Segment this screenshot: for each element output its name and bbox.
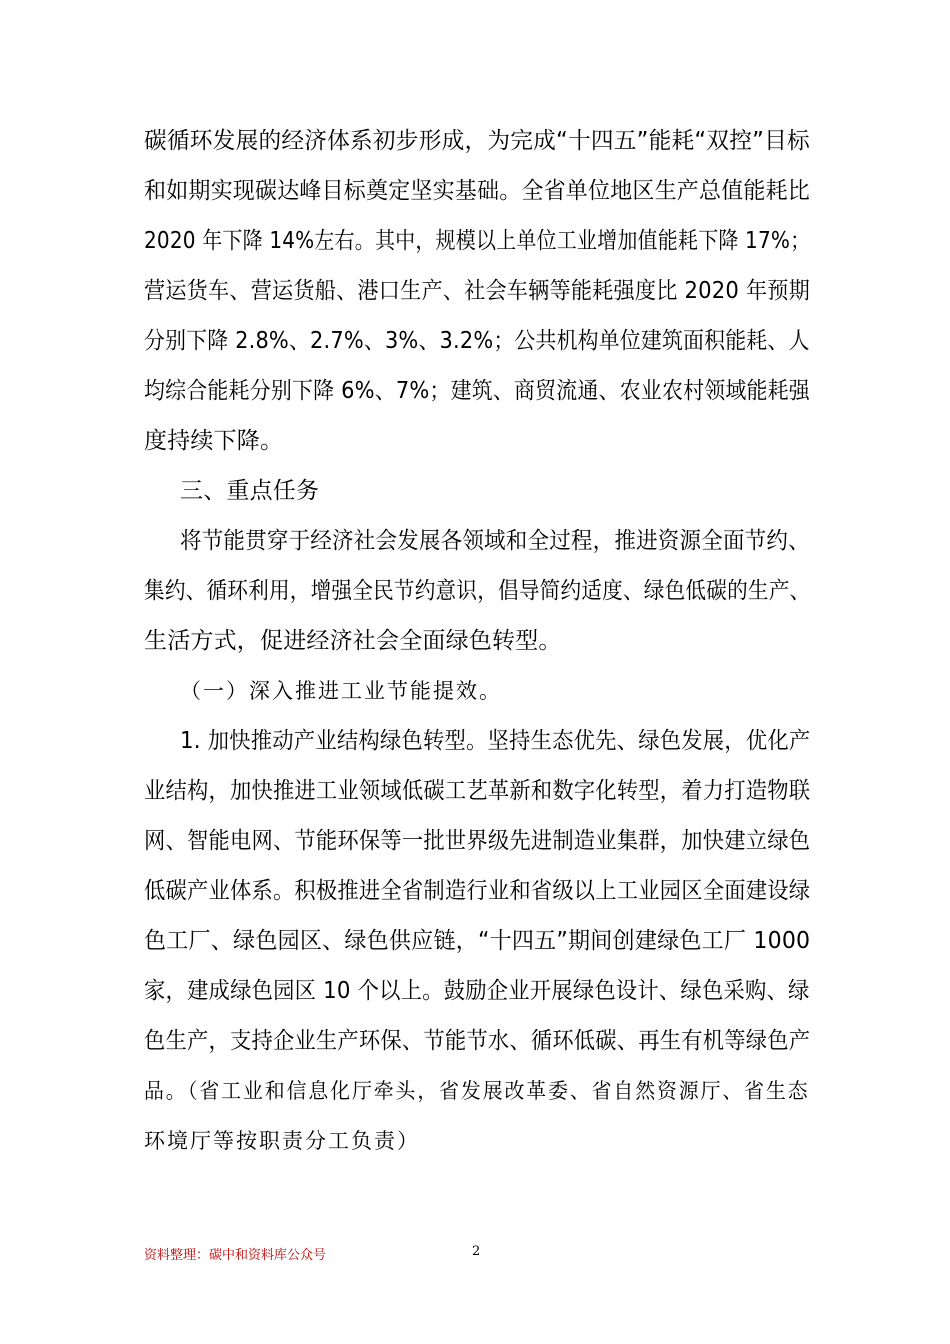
section-heading: 三、重点任务 bbox=[180, 478, 320, 504]
paragraph-line: 品。（省工业和信息化厅牵头，省发展改革委、省自然资源厅、省生态 bbox=[144, 1079, 810, 1103]
paragraph-line: 色工厂、绿色园区、绿色供应链，“十四五”期间创建绿色工厂 1000 bbox=[144, 928, 811, 954]
paragraph-line: 营运货车、营运货船、港口生产、社会车辆等能耗强度比 2020 年预期 bbox=[144, 278, 810, 304]
footer-source: 资料整理：碳中和资料库公众号 bbox=[144, 1248, 327, 1263]
paragraph-line: 和如期实现碳达峰目标奠定坚实基础。全省单位地区生产总值能耗比 bbox=[144, 178, 811, 204]
paragraph-line: 度持续下降。 bbox=[144, 428, 284, 454]
paragraph-line: 低碳产业体系。积极推进全省制造行业和省级以上工业园区全面建设绿 bbox=[144, 878, 811, 904]
paragraph-line: 均综合能耗分别下降 6%、7%；建筑、商贸流通、农业农村领域能耗强 bbox=[144, 378, 810, 404]
paragraph-line: 将节能贯穿于经济社会发展各领域和全过程，推进资源全面节约、 bbox=[180, 528, 810, 554]
paragraph-line: 生活方式，促进经济社会全面绿色转型。 bbox=[144, 628, 562, 654]
paragraph-line: 色生产，支持企业生产环保、节能节水、循环低碳、再生有机等绿色产 bbox=[144, 1028, 811, 1054]
paragraph-line: 1. 加快推动产业结构绿色转型。坚持生态优先、绿色发展，优化产 bbox=[180, 728, 811, 754]
paragraph-line: 集约、循环利用，增强全民节约意识，倡导简约适度、绿色低碳的生产、 bbox=[144, 578, 811, 604]
paragraph-line: 碳循环发展的经济体系初步形成，为完成“十四五”能耗“双控”目标 bbox=[144, 128, 810, 154]
subsection-heading: （一）深入推进工业节能提效。 bbox=[180, 679, 502, 703]
paragraph-line: 2020 年下降 14%左右。其中，规模以上单位工业增加值能耗下降 17%； bbox=[144, 228, 811, 254]
paragraph-line: 分别下降 2.8%、2.7%、3%、3.2%；公共机构单位建筑面积能耗、人 bbox=[144, 328, 810, 354]
page-number: 2 bbox=[472, 1244, 481, 1259]
paragraph-line: 环境厅等按职责分工负责） bbox=[144, 1129, 420, 1153]
paragraph-line: 家，建成绿色园区 10 个以上。鼓励企业开展绿色设计、绿色采购、绿 bbox=[144, 978, 810, 1004]
paragraph-line: 网、智能电网、节能环保等一批世界级先进制造业集群，加快建立绿色 bbox=[144, 828, 811, 854]
paragraph-line: 业结构，加快推进工业领域低碳工艺革新和数字化转型，着力打造物联 bbox=[144, 778, 811, 804]
